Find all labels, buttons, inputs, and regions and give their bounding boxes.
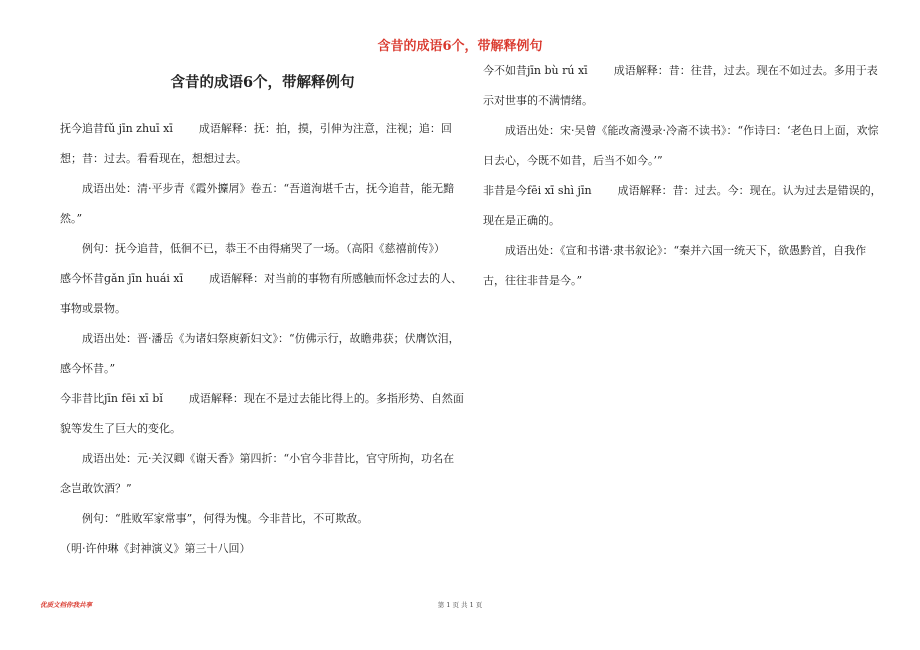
left-column	[60, 114, 465, 564]
idiom-heading: 今非昔比jīn fēi xī bǐ	[60, 392, 163, 405]
paragraph: 例句：抚今追昔，低徊不已，恭王不由得痛哭了一场。（高阳《慈禧前传》）	[82, 242, 445, 255]
paragraph: 成语出处：元·关汉卿《谢天香》第四折：“小官今非昔比，官守所拘，功名在念岂敢饮酒？”	[60, 452, 455, 495]
paragraph	[60, 114, 465, 174]
paragraph	[60, 384, 465, 444]
idiom-heading: 感今怀昔gǎn jīn huái xī	[60, 272, 184, 285]
footer-slogan: 优质文档你我共享	[40, 601, 92, 609]
paragraph: 成语出处：《宣和书谱·隶书叙论》：“秦并六国一统天下，欲愚黔首，自我作古，往往非昔是今。”	[483, 244, 867, 287]
idiom-explanation: 成语解释：对当前的事物有所感触而怀念过去的人、事物或景物。	[60, 272, 463, 315]
idiom-explanation: 成语解释：抚：拍，摸，引伸为注意，注视；追：回想；昔：过去。看看现在，想想过去。	[60, 122, 452, 165]
paragraph	[60, 264, 465, 324]
header-title: 含昔的成语6个，带解释例句	[377, 39, 543, 54]
right-column	[483, 56, 883, 296]
paragraph	[483, 56, 883, 116]
page-number: 第 1 页 共 1 页	[437, 601, 483, 609]
idiom-explanation: 成语解释：昔：往昔，过去。现在不如过去。多用于表示对世事的不满情绪。	[483, 64, 878, 107]
paragraph: 成语出处：晋·潘岳《为诸妇祭庾新妇文》：“仿佛示行，故瞻弗获；伏膺饮泪，感今怀昔。”	[60, 332, 460, 375]
paragraph: （明·许仲琳《封神演义》第三十八回）	[60, 542, 251, 555]
paragraph: 成语出处：清·平步青《霞外攈屑》卷五：“吾道洵堪千古，抚今追昔，能无黯然。”	[60, 182, 455, 225]
idiom-explanation: 成语解释：昔：过去。今：现在。认为过去是错误的，现在是正确的。	[483, 184, 882, 227]
idiom-heading: 今不如昔jīn bù rú xī	[483, 64, 588, 77]
document-title: 含昔的成语6个，带解释例句	[170, 74, 355, 91]
idiom-heading: 抚今追昔fǔ jīn zhuī xī	[60, 122, 173, 135]
paragraph: 例句：“胜败军家常事”，何得为愧。今非昔比，不可欺敌。	[82, 512, 369, 525]
idiom-explanation: 成语解释：现在不是过去能比得上的。多指形势、自然面貌等发生了巨大的变化。	[60, 392, 464, 435]
paragraph: 成语出处：宋·吴曾《能改斋漫录·冷斋不读书》：“作诗曰：‘老色日上面，欢悰日去心，今既不如昔，后当不如今。’”	[483, 124, 879, 167]
paragraph	[483, 176, 883, 236]
idiom-heading: 非昔是今fēi xī shì jīn	[483, 184, 592, 197]
